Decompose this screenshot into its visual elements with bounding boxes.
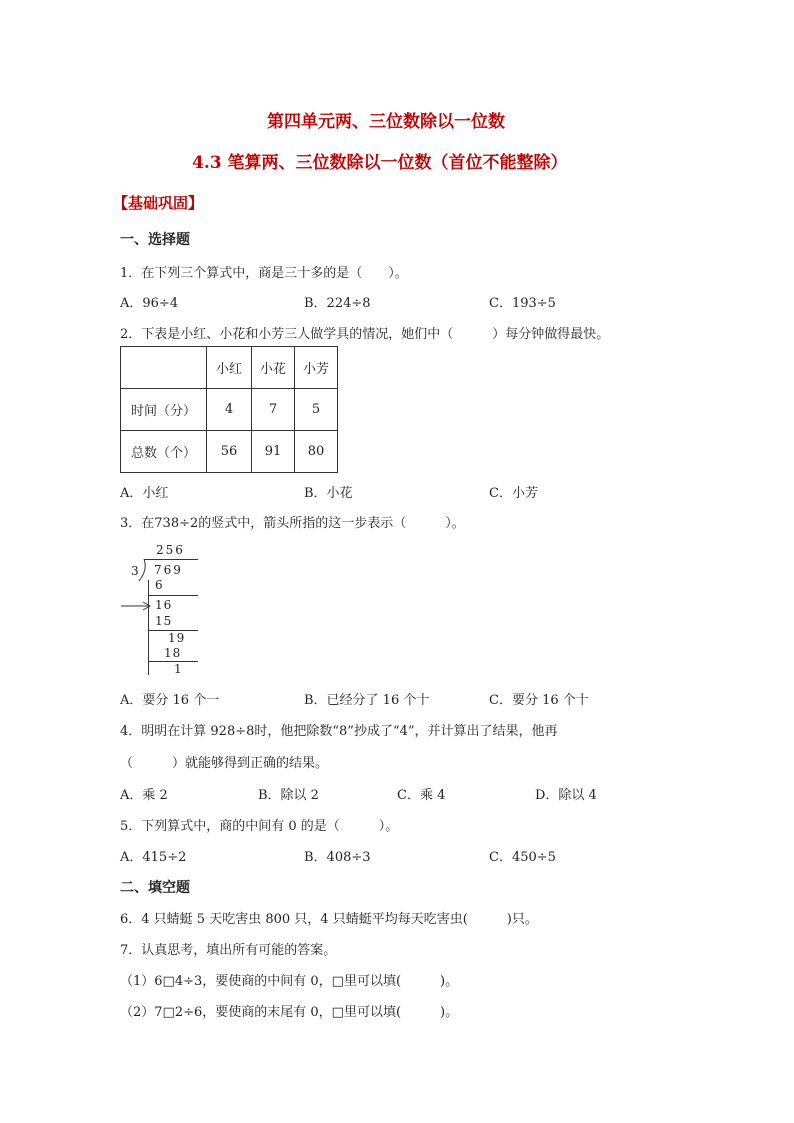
page-subtitle: 4.3 笔算两、三位数除以一位数（首位不能整除） bbox=[192, 153, 568, 173]
step-line: 6 bbox=[155, 578, 163, 592]
table-header: 小花 bbox=[252, 347, 295, 389]
step-line: 19 bbox=[168, 631, 186, 645]
question-7-2: （2）7□2÷6，要使商的末尾有 0，□里可以填( )。 bbox=[120, 1005, 459, 1020]
table-cell: 80 bbox=[295, 431, 338, 473]
question-5: 5．下列算式中，商的中间有 0 的是（ ）。 bbox=[120, 819, 399, 834]
q3-option-a[interactable]: A．要分 16 个一 bbox=[120, 693, 220, 708]
table-cell: 4 bbox=[207, 389, 252, 431]
q3-option-b[interactable]: B．已经分了 16 个十 bbox=[304, 693, 430, 708]
step-line: 1 bbox=[174, 662, 182, 676]
question-6: 6．4 只蜻蜓 5 天吃害虫 800 只，4 只蜻蜓平均每天吃害虫( )只。 bbox=[120, 912, 538, 927]
table-cell: 56 bbox=[207, 431, 252, 473]
q4-option-c[interactable]: C．乘 4 bbox=[397, 788, 446, 803]
q3-option-c[interactable]: C．要分 16 个十 bbox=[489, 693, 589, 708]
question-7: 7．认真思考，填出所有可能的答案。 bbox=[120, 943, 337, 958]
q4-option-d[interactable]: D．除以 4 bbox=[535, 788, 597, 803]
q1-option-b[interactable]: B．224÷8 bbox=[304, 296, 371, 311]
table-cell: 总数（个） bbox=[121, 431, 207, 473]
step-line: 15 bbox=[155, 614, 173, 628]
table-cell: 7 bbox=[252, 389, 295, 431]
part2-heading: 二、填空题 bbox=[120, 880, 190, 896]
q1-option-a[interactable]: A．96÷4 bbox=[120, 296, 179, 311]
division-bracket bbox=[138, 559, 148, 581]
table-cell: 91 bbox=[252, 431, 295, 473]
question-2: 2．下表是小红、小花和小芳三人做学具的情况，她们中（ ）每分钟做得最快。 bbox=[120, 327, 610, 342]
table-cell: 5 bbox=[295, 389, 338, 431]
q1-option-c[interactable]: C．193÷5 bbox=[489, 296, 556, 311]
step-line: 18 bbox=[164, 646, 182, 660]
table-cell: 时间（分） bbox=[121, 389, 207, 431]
question-3: 3．在738÷2的竖式中，箭头所指的这一步表示（ ）。 bbox=[120, 516, 465, 531]
q5-option-c[interactable]: C．450÷5 bbox=[489, 850, 556, 865]
table-header: 小芳 bbox=[295, 347, 338, 389]
q5-option-a[interactable]: A．415÷2 bbox=[120, 850, 187, 865]
long-division bbox=[118, 540, 208, 675]
quotient: 256 bbox=[156, 543, 185, 557]
question-7-1: （1）6□4÷3，要使商的中间有 0，□里可以填( )。 bbox=[120, 974, 459, 989]
q4-option-b[interactable]: B．除以 2 bbox=[258, 788, 319, 803]
question-4: 4．明明在计算 928÷8时，他把除数“8”抄成了“4”，并计算出了结果，他再 bbox=[120, 724, 558, 739]
q4-option-a[interactable]: A．乘 2 bbox=[120, 788, 168, 803]
table-header-empty bbox=[121, 347, 207, 389]
arrow-icon bbox=[121, 601, 151, 611]
page-title: 第四单元两、三位数除以一位数 bbox=[267, 112, 505, 132]
q2-option-a[interactable]: A．小红 bbox=[120, 486, 169, 501]
part1-heading: 一、选择题 bbox=[120, 232, 190, 248]
question-1: 1．在下列三个算式中，商是三十多的是（ ）。 bbox=[120, 266, 408, 281]
question-4-cont: （ ）就能够得到正确的结果。 bbox=[120, 756, 329, 771]
step-line: 16 bbox=[155, 598, 173, 612]
table-row bbox=[121, 431, 338, 473]
q5-option-b[interactable]: B．408÷3 bbox=[304, 850, 371, 865]
q2-option-c[interactable]: C．小芳 bbox=[489, 486, 538, 501]
q2-option-b[interactable]: B．小花 bbox=[304, 486, 353, 501]
section-label: 【基础巩固】 bbox=[113, 194, 204, 212]
table-row bbox=[121, 389, 338, 431]
work-table bbox=[120, 346, 338, 473]
divisor: 3 bbox=[131, 564, 139, 578]
table-header: 小红 bbox=[207, 347, 252, 389]
dividend: 769 bbox=[154, 563, 183, 577]
